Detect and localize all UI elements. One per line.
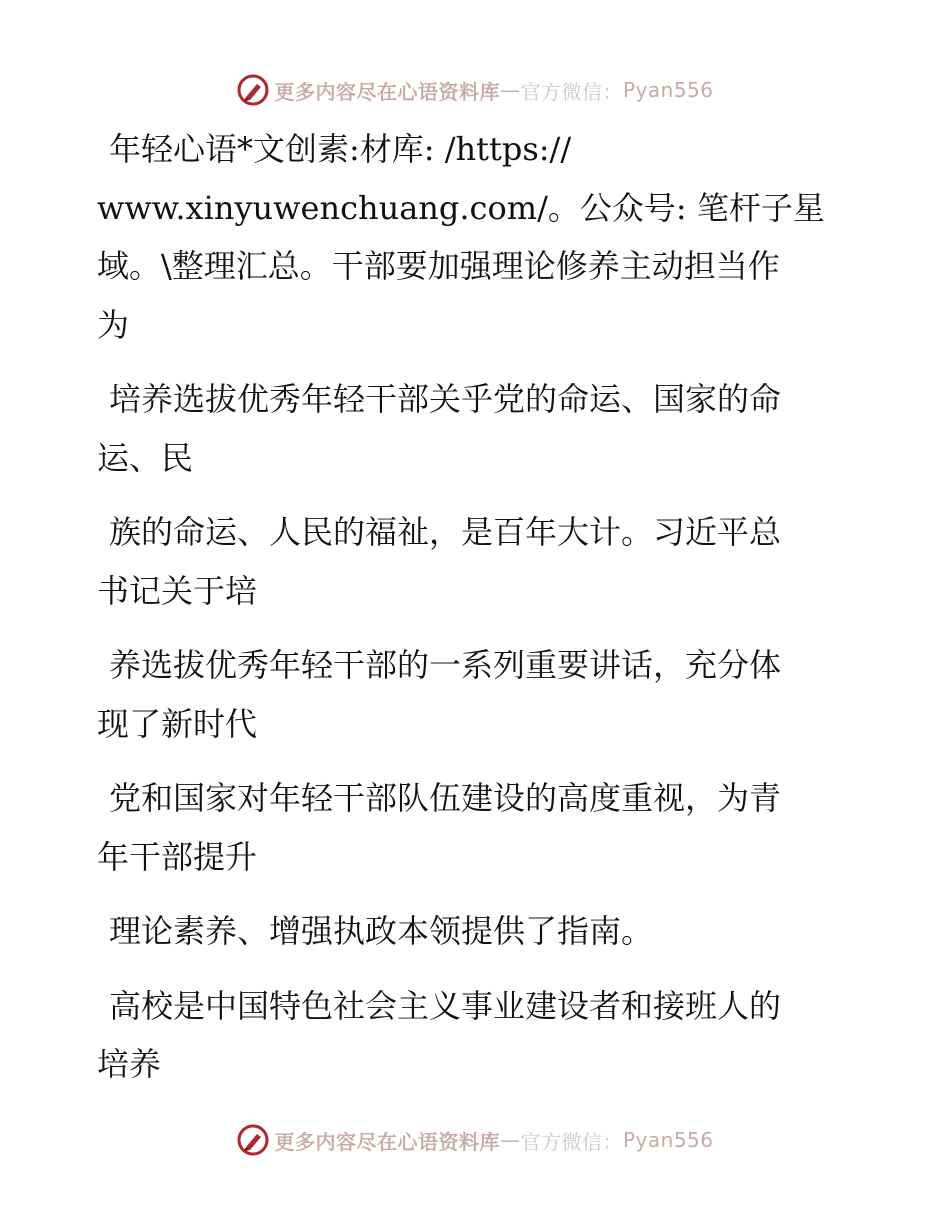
watermark-dash: —: [499, 78, 521, 102]
watermark-wechat-id: Pyan556: [622, 78, 714, 102]
paragraph-line: 理论素养、增强执政本领提供了指南。: [109, 912, 654, 950]
watermark-slogan: 更多内容尽在心语资料库: [274, 1129, 500, 1154]
watermark-wechat-id: Pyan556: [622, 1128, 714, 1152]
header-watermark: [0, 70, 950, 110]
watermark-slogan: 更多内容尽在心语资料库: [274, 79, 500, 104]
paragraph-line: 运、民: [97, 438, 194, 477]
paragraph-line: 为: [97, 305, 130, 344]
document-body: [97, 120, 832, 1110]
paragraph-line: 现了新时代: [97, 704, 258, 743]
paragraph-line: 域。\整理汇总。干部要加强理论修养主动担当作: [97, 247, 780, 285]
paragraph: [97, 769, 832, 886]
paragraph-line: 书记关于培: [97, 571, 258, 610]
paragraph-line: 年轻心语*文创素:材库: /https://: [109, 130, 572, 168]
paragraph-line: 培养选拔优秀年轻干部关乎党的命运、国家的命: [109, 380, 782, 418]
footer-watermark: [0, 1120, 950, 1160]
paragraph-line: 培养: [97, 1045, 162, 1083]
paragraph-line: www.xinyuwenchuang.com/。公众号: 笔杆子星: [97, 188, 825, 227]
watermark-official-label: 官方微信：: [520, 1129, 623, 1154]
paragraph: [97, 120, 832, 354]
paragraph-line: 族的命运、人民的福祉，是百年大计。习近平总: [109, 513, 782, 551]
paragraph: [97, 636, 832, 753]
paragraph-line: 高校是中国特色社会主义事业建设者和接班人的: [109, 986, 782, 1025]
paragraph-line: 养选拔优秀年轻干部的一系列重要讲话，充分体: [109, 646, 782, 684]
paragraph: [97, 977, 832, 1094]
paragraph: [97, 902, 832, 961]
paragraph: [97, 370, 832, 487]
watermark-dash: —: [499, 1128, 521, 1152]
paragraph: [97, 503, 832, 620]
paragraph-line: 党和国家对年轻干部队伍建设的高度重视，为青: [109, 779, 782, 817]
pen-logo-icon: [236, 73, 270, 107]
pen-logo-icon: [236, 1123, 270, 1157]
paragraph-line: 年干部提升: [97, 837, 258, 876]
watermark-official-label: 官方微信：: [520, 79, 623, 104]
